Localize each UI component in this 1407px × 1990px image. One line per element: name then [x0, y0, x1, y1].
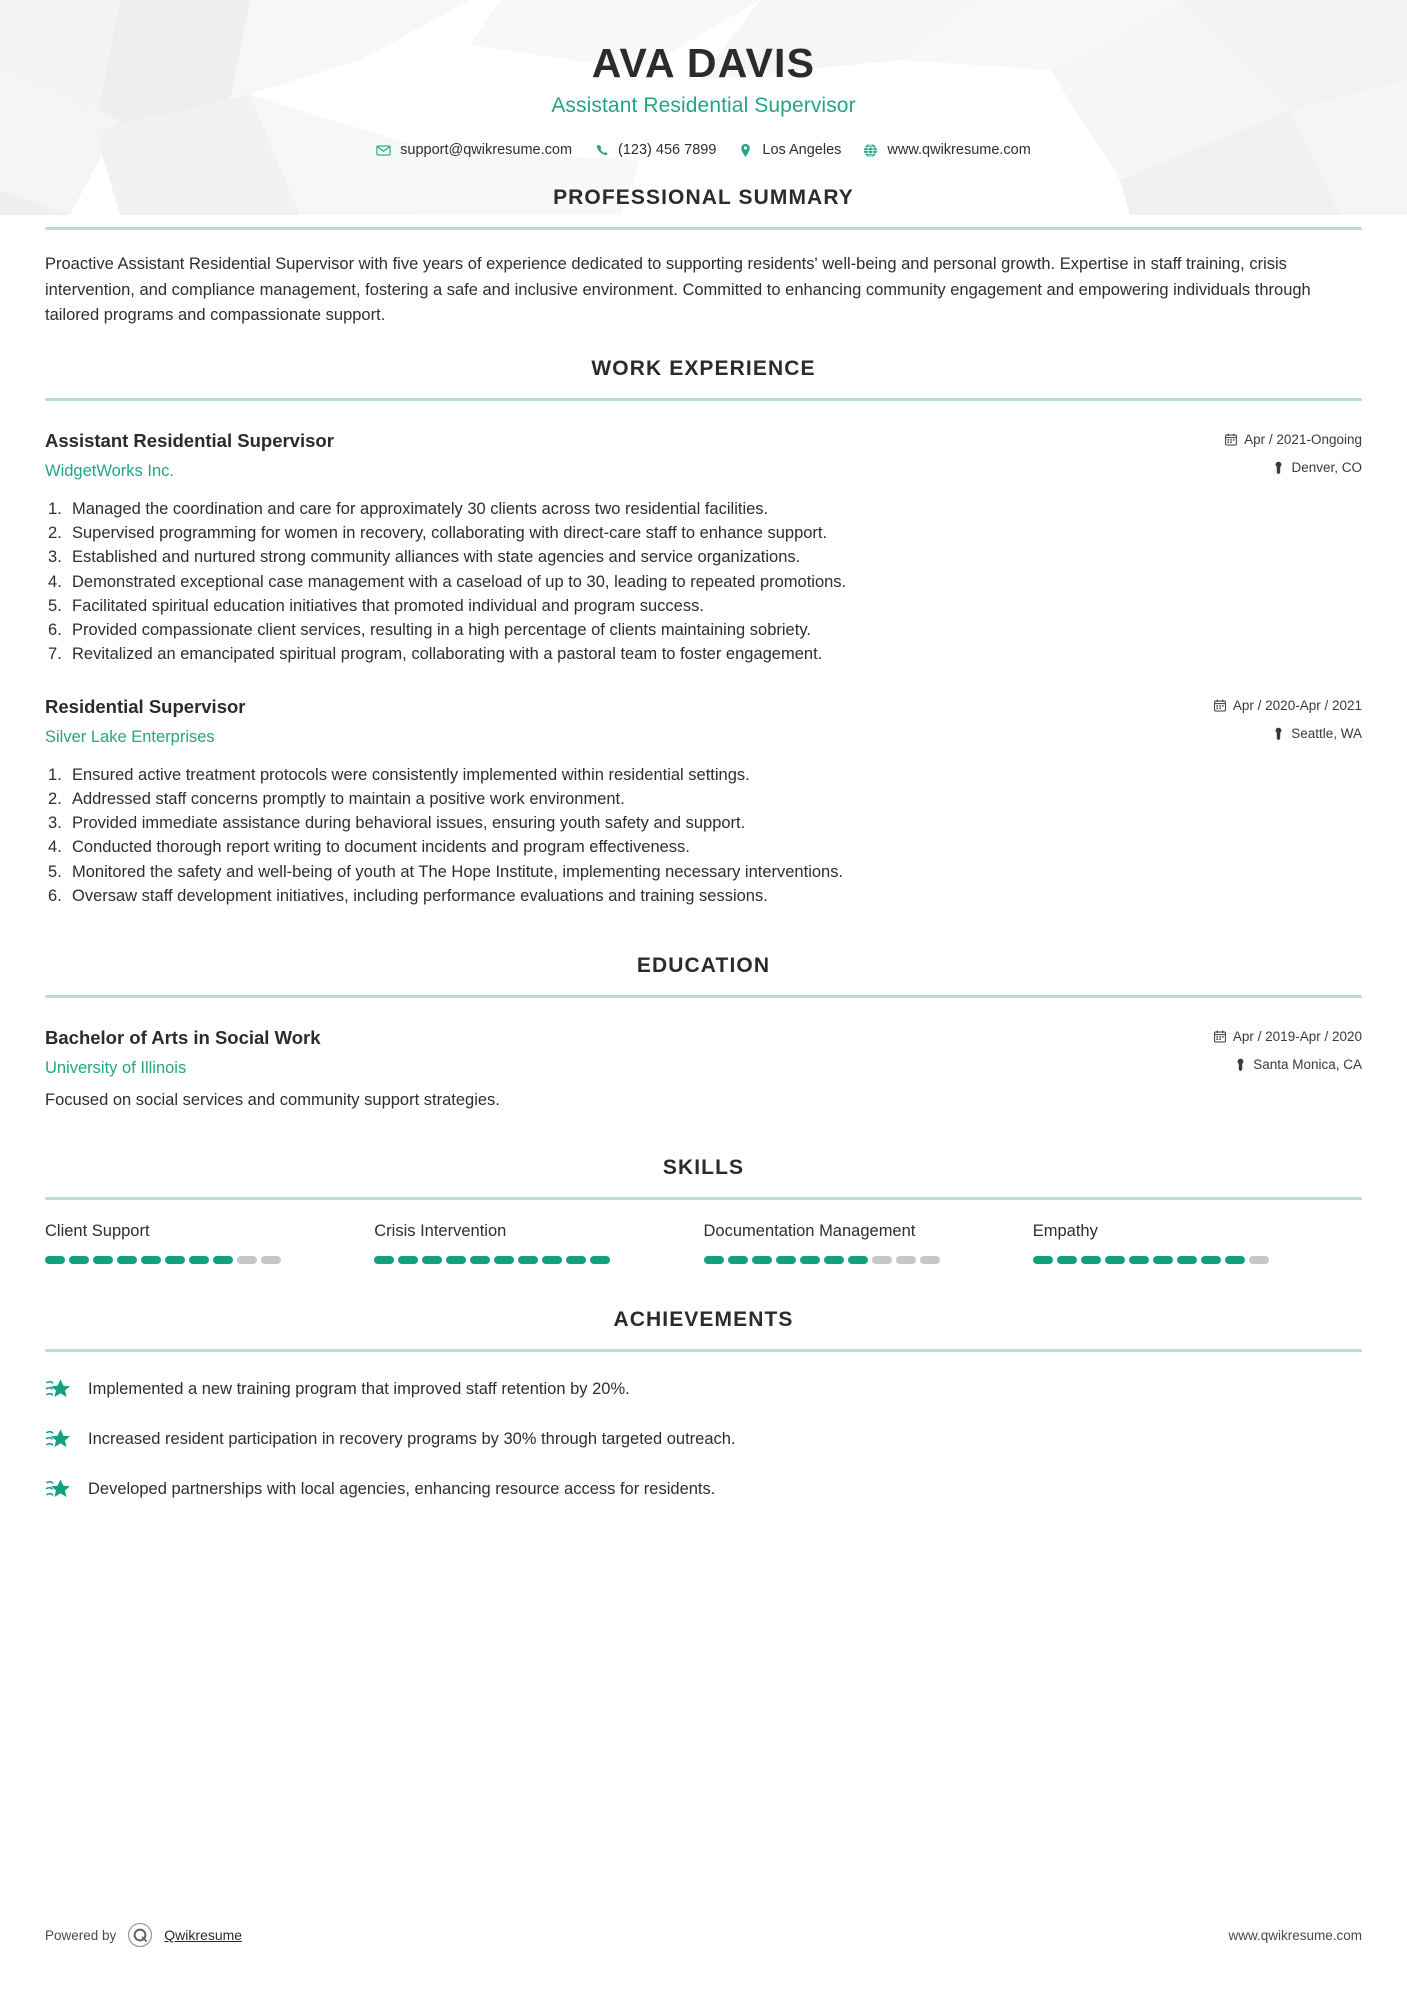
achievement-item	[45, 1476, 1362, 1501]
skill-item	[374, 1222, 703, 1264]
skill-segment-filled	[542, 1256, 562, 1264]
calendar-icon	[1214, 1030, 1226, 1043]
location-pin-icon	[738, 143, 753, 158]
education-entry-left	[45, 1026, 1214, 1078]
skill-name: Documentation Management	[703, 1222, 916, 1241]
calendar-icon	[1225, 433, 1237, 446]
skill-segment-filled	[1153, 1256, 1173, 1264]
skill-segment-filled	[93, 1256, 113, 1264]
skill-segment-empty	[1249, 1256, 1269, 1264]
education-note: Focused on social services and community support strategies.	[45, 1091, 500, 1110]
experience-entry-header	[45, 695, 1362, 747]
header-name-block	[45, 0, 1362, 118]
skill-segment-filled	[590, 1256, 610, 1264]
section-achievements	[45, 1308, 1362, 1501]
powered-by-block	[45, 1922, 242, 1948]
education-degree: Bachelor of Arts in Social Work	[45, 1027, 321, 1049]
education-entry-header	[45, 1026, 1362, 1078]
experience-entry-header	[45, 429, 1362, 481]
map-pin-icon	[1272, 727, 1284, 740]
education-location-text: Santa Monica, CA	[1253, 1057, 1362, 1073]
candidate-job-title: Assistant Residential Supervisor	[551, 94, 856, 118]
skill-segment-filled	[446, 1256, 466, 1264]
achievement-text: Increased resident participation in recovery programs by 30% through targeted outreach.	[88, 1430, 736, 1449]
contact-phone[interactable]	[594, 142, 716, 158]
experience-entry-meta	[1225, 429, 1362, 475]
phone-icon	[594, 143, 609, 158]
skill-segment-filled	[728, 1256, 748, 1264]
skill-segment-filled	[494, 1256, 514, 1264]
skill-rating-bar	[704, 1256, 1007, 1264]
candidate-name: AVA DAVIS	[591, 40, 816, 86]
skill-segment-filled	[45, 1256, 65, 1264]
experience-company: Silver Lake Enterprises	[45, 727, 215, 746]
skill-segment-filled	[213, 1256, 233, 1264]
experience-bullets	[45, 497, 1362, 667]
experience-company: WidgetWorks Inc.	[45, 461, 174, 480]
education-dates-text: Apr / 2019-Apr / 2020	[1232, 1029, 1362, 1045]
experience-entry	[45, 429, 1362, 667]
experience-dates	[1225, 432, 1362, 447]
contact-email-text: support@qwikresume.com	[400, 142, 573, 159]
experience-dates-text: Apr / 2020-Apr / 2021	[1232, 697, 1362, 713]
contact-row	[45, 142, 1362, 158]
skill-item	[704, 1222, 1033, 1264]
experience-bullets	[45, 763, 1362, 909]
achievement-text: Developed partnerships with local agencies, enhancing resource access for residents.	[88, 1480, 716, 1499]
footer-website-url[interactable]: www.qwikresume.com	[1228, 1927, 1362, 1943]
skill-name: Empathy	[1032, 1222, 1098, 1241]
qwikresume-logo-icon	[127, 1922, 153, 1948]
section-title-education: EDUCATION	[636, 954, 771, 978]
section-divider	[45, 227, 1362, 230]
section-work-experience	[45, 357, 1362, 908]
skill-segment-filled	[117, 1256, 137, 1264]
skill-segment-filled	[848, 1256, 868, 1264]
skill-segment-filled	[518, 1256, 538, 1264]
page-footer	[45, 1922, 1362, 1948]
skill-segment-filled	[1201, 1256, 1221, 1264]
experience-entry-meta	[1214, 695, 1362, 741]
bullet-item: Demonstrated exceptional case management with a caseload of up to 30, leading to repeated promotions.	[72, 572, 847, 591]
bullet-item: Oversaw staff development initiatives, including performance evaluations and training sessions.	[72, 886, 768, 905]
experience-location	[1214, 726, 1362, 741]
skill-segment-filled	[69, 1256, 89, 1264]
bullet-item: Established and nurtured strong community alliances with state agencies and service organizations.	[72, 548, 801, 567]
bullet-item: Monitored the safety and well-being of youth at The Hope Institute, implementing necessary interventions.	[72, 862, 844, 881]
bullet-item: Provided immediate assistance during behavioral issues, ensuring youth safety and support.	[72, 814, 746, 833]
skill-segment-filled	[776, 1256, 796, 1264]
bullet-item: Provided compassionate client services, resulting in a high percentage of clients maintaining sobriety.	[72, 621, 811, 640]
skill-rating-bar	[374, 1256, 677, 1264]
experience-location-text: Seattle, WA	[1291, 725, 1362, 741]
experience-dates-text: Apr / 2021-Ongoing	[1244, 431, 1362, 447]
skill-segment-filled	[824, 1256, 844, 1264]
bullet-item: Supervised programming for women in recovery, collaborating with direct-care staff to enhance support.	[72, 524, 828, 543]
education-dates	[1214, 1029, 1362, 1044]
bullet-item: Facilitated spiritual education initiatives that promoted individual and program success.	[72, 596, 704, 615]
achievement-item	[45, 1426, 1362, 1451]
skill-rating-bar	[1033, 1256, 1336, 1264]
experience-job-title: Assistant Residential Supervisor	[45, 429, 334, 451]
skill-segment-filled	[374, 1256, 394, 1264]
qwikresume-brand-link[interactable]: Qwikresume	[164, 1927, 243, 1943]
map-pin-icon	[1234, 1058, 1246, 1071]
achievement-text: Implemented a new training program that improved staff retention by 20%.	[88, 1380, 630, 1399]
education-location	[1214, 1057, 1362, 1072]
star-badge-icon	[45, 1477, 71, 1501]
section-divider	[45, 1349, 1362, 1352]
skill-segment-filled	[1129, 1256, 1149, 1264]
powered-by-label: Powered by	[45, 1927, 117, 1943]
contact-website[interactable]	[863, 142, 1030, 158]
contact-email[interactable]	[376, 142, 572, 158]
experience-entry-left	[45, 429, 1225, 481]
experience-job-title: Residential Supervisor	[45, 695, 246, 717]
section-education	[45, 954, 1362, 1110]
achievement-item	[45, 1376, 1362, 1401]
skill-segment-filled	[800, 1256, 820, 1264]
experience-location-text: Denver, CO	[1291, 459, 1362, 475]
section-title-achievements: ACHIEVEMENTS	[613, 1308, 794, 1332]
section-title-skills: SKILLS	[662, 1156, 745, 1180]
education-entry-meta	[1214, 1026, 1362, 1072]
skill-item	[1033, 1222, 1362, 1264]
section-divider	[45, 398, 1362, 401]
skill-name: Crisis Intervention	[374, 1222, 507, 1241]
education-school: University of Illinois	[45, 1059, 187, 1078]
skill-segment-filled	[1177, 1256, 1197, 1264]
skills-grid	[45, 1222, 1362, 1264]
skill-segment-filled	[470, 1256, 490, 1264]
bullet-item: Revitalized an emancipated spiritual program, collaborating with a pastoral team to foster engagement.	[72, 645, 823, 664]
bullet-item: Addressed staff concerns promptly to maintain a positive work environment.	[72, 789, 625, 808]
achievements-list	[45, 1376, 1362, 1501]
skill-item	[45, 1222, 374, 1264]
bullet-item: Ensured active treatment protocols were consistently implemented within residential settings.	[72, 765, 750, 784]
skill-segment-filled	[189, 1256, 209, 1264]
skill-segment-filled	[141, 1256, 161, 1264]
experience-entry	[45, 695, 1362, 909]
skill-segment-empty	[872, 1256, 892, 1264]
contact-website-text: www.qwikresume.com	[887, 142, 1031, 159]
skill-segment-filled	[566, 1256, 586, 1264]
skill-segment-filled	[165, 1256, 185, 1264]
globe-icon	[863, 143, 878, 158]
skill-rating-bar	[45, 1256, 348, 1264]
calendar-icon	[1214, 699, 1226, 712]
section-professional-summary	[45, 186, 1362, 329]
section-title-summary: PROFESSIONAL SUMMARY	[553, 186, 854, 210]
summary-text: Proactive Assistant Residential Supervisor with five years of experience dedicated to supporting residents' well-being and personal growth. Expertise in staff training, crisis intervention, and compliance management, fostering a safe and inclusive environment. Committed to enhancing community engagement and empowering individuals through tailored programs and compassionate support.	[45, 255, 1311, 325]
skill-segment-filled	[752, 1256, 772, 1264]
bullet-item: Conducted thorough report writing to document incidents and program effectiveness.	[72, 838, 690, 857]
section-skills	[45, 1156, 1362, 1264]
experience-location	[1225, 460, 1362, 475]
skill-segment-filled	[1033, 1256, 1053, 1264]
contact-location-text: Los Angeles	[762, 142, 842, 159]
skill-segment-filled	[398, 1256, 418, 1264]
star-badge-icon	[45, 1427, 71, 1451]
skill-segment-filled	[1105, 1256, 1125, 1264]
experience-entry-left	[45, 695, 1214, 747]
star-badge-icon	[45, 1377, 71, 1401]
contact-location	[738, 142, 841, 158]
experience-dates	[1214, 698, 1362, 713]
map-pin-icon	[1272, 461, 1284, 474]
email-icon	[376, 143, 391, 158]
section-title-experience: WORK EXPERIENCE	[591, 356, 816, 380]
section-divider	[45, 995, 1362, 998]
skill-segment-empty	[261, 1256, 281, 1264]
skill-segment-filled	[704, 1256, 724, 1264]
skill-segment-empty	[920, 1256, 940, 1264]
section-divider	[45, 1197, 1362, 1200]
skill-segment-empty	[896, 1256, 916, 1264]
skill-segment-empty	[237, 1256, 257, 1264]
education-entry	[45, 1026, 1362, 1110]
skill-segment-filled	[422, 1256, 442, 1264]
skill-segment-filled	[1081, 1256, 1101, 1264]
skill-segment-filled	[1225, 1256, 1245, 1264]
skill-name: Client Support	[45, 1222, 150, 1241]
skill-segment-filled	[1057, 1256, 1077, 1264]
contact-phone-text: (123) 456 7899	[618, 142, 717, 159]
bullet-item: Managed the coordination and care for approximately 30 clients across two residential facilities.	[72, 499, 769, 518]
